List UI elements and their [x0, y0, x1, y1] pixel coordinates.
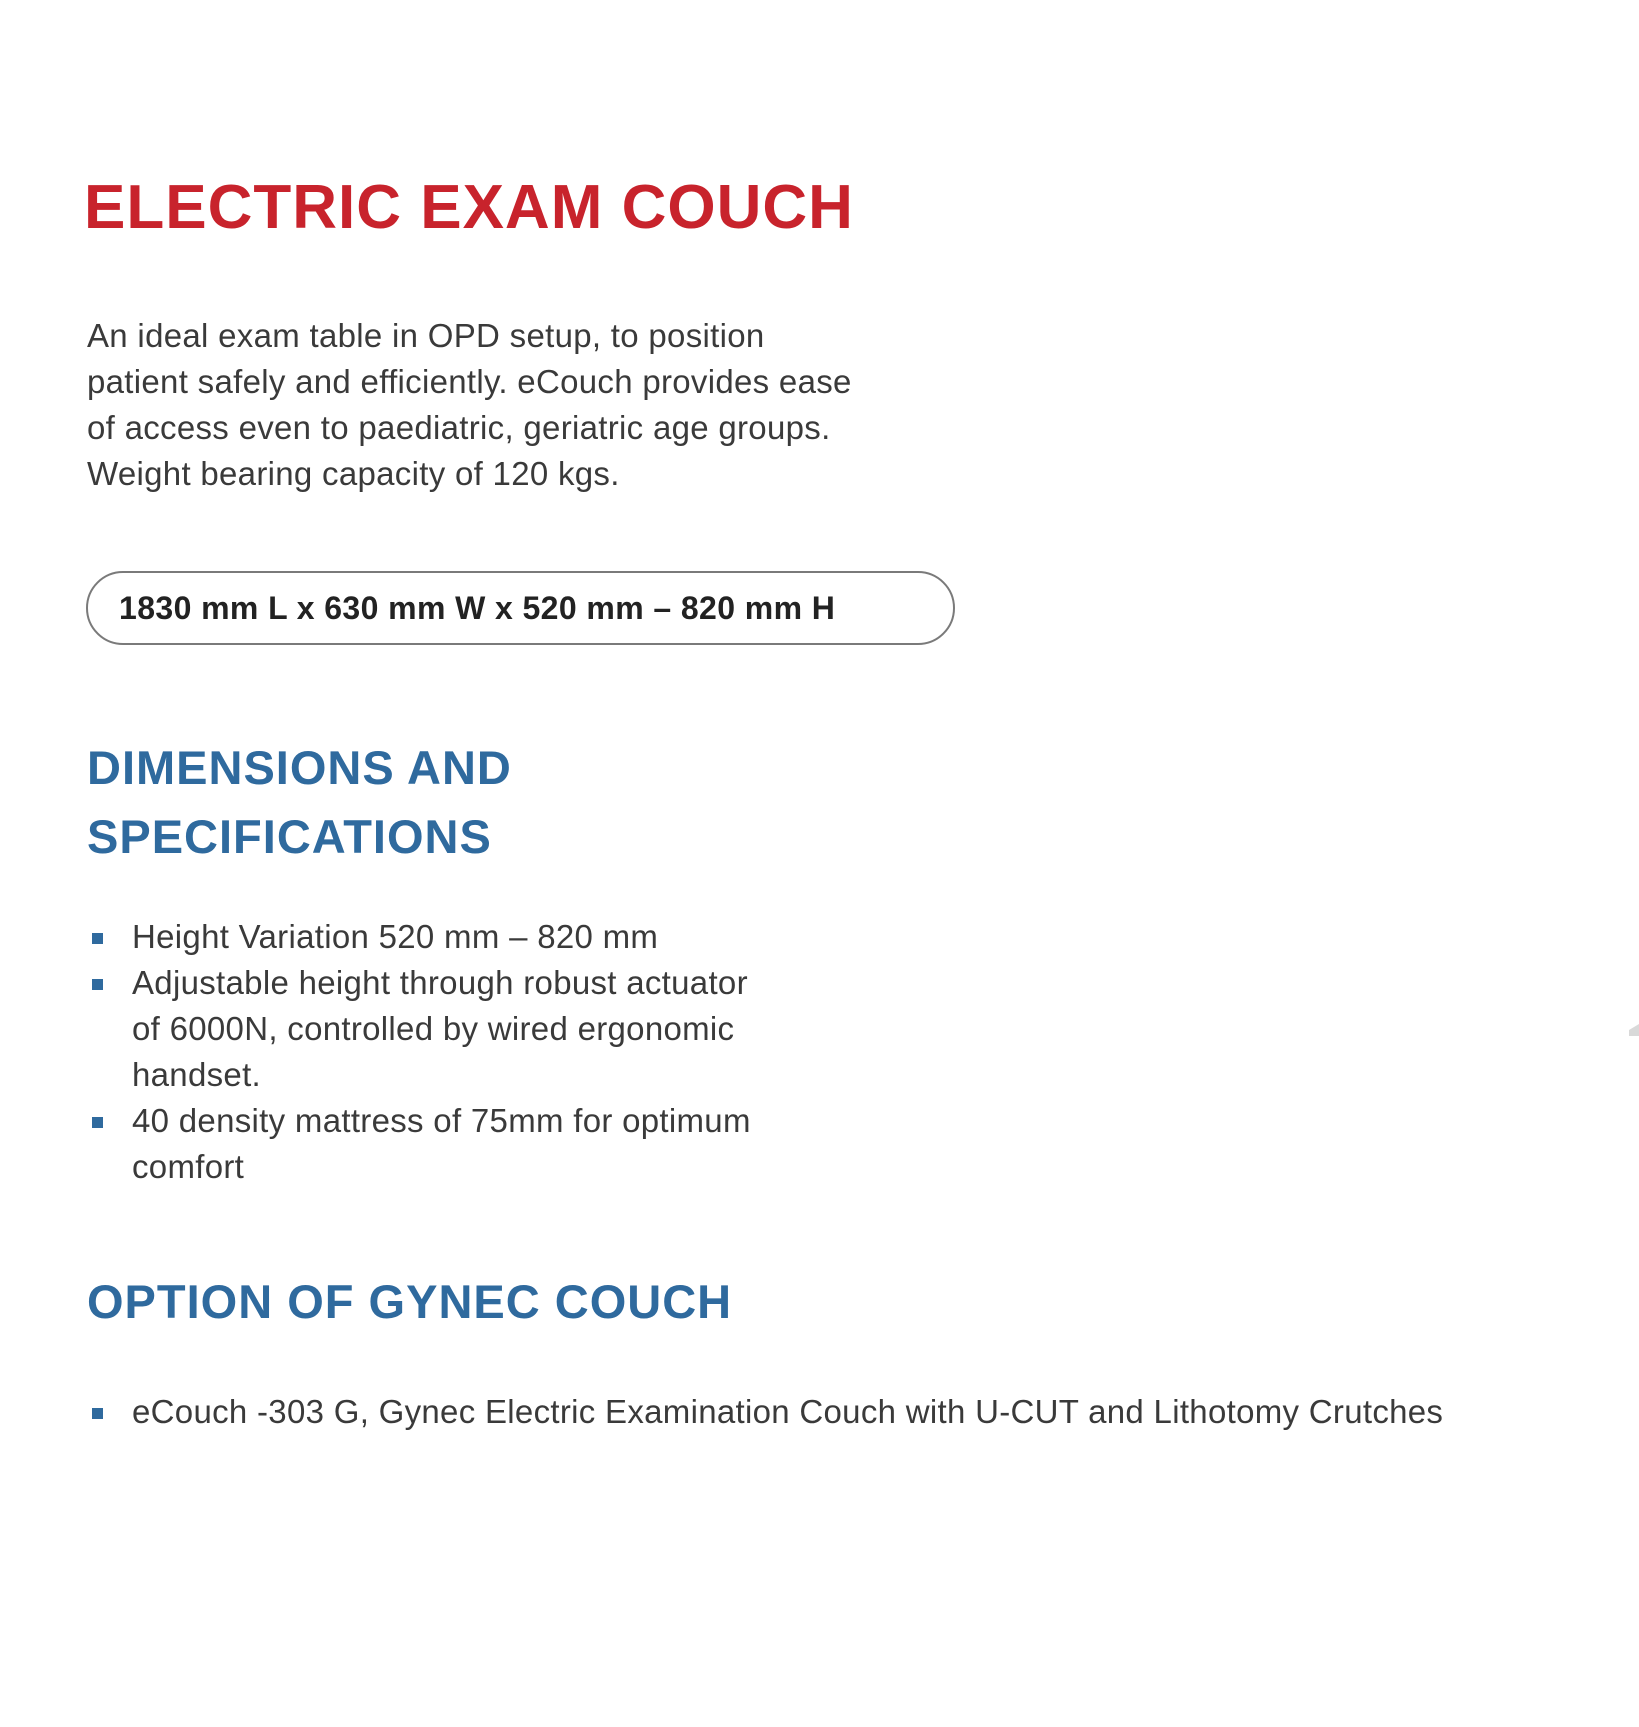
- list-item: [87, 960, 987, 1098]
- list-item-text: 40 density mattress of 75mm for optimum: [132, 1102, 751, 1139]
- square-bullet-icon: [92, 979, 103, 990]
- list-item: [87, 1098, 987, 1190]
- intro-line: patient safely and efficiently. eCouch provides ease: [87, 363, 852, 400]
- list-item-text: Height Variation 520 mm – 820 mm: [132, 918, 659, 955]
- intro-line: An ideal exam table in OPD setup, to position: [87, 317, 765, 354]
- specs-heading: [87, 733, 512, 871]
- intro-line: of access even to paediatric, geriatric age groups.: [87, 409, 831, 446]
- square-bullet-icon: [92, 933, 103, 944]
- list-item: [87, 1389, 1627, 1435]
- square-bullet-icon: [92, 1117, 103, 1128]
- specs-list: [87, 914, 987, 1190]
- gynec-heading: OPTION OF GYNEC COUCH: [87, 1275, 733, 1328]
- list-item-text: Adjustable height through robust actuator: [132, 964, 748, 1001]
- page-title: ELECTRIC EXAM COUCH: [84, 173, 854, 242]
- specs-heading-line: DIMENSIONS AND: [87, 741, 512, 794]
- list-item-text: comfort: [132, 1148, 245, 1185]
- square-bullet-icon: [92, 1408, 103, 1419]
- intro-line: Weight bearing capacity of 120 kgs.: [87, 455, 620, 492]
- specs-heading-line: SPECIFICATIONS: [87, 810, 492, 863]
- list-item-text: eCouch -303 G, Gynec Electric Examination Couch with U-CUT and Lithotomy Crutches: [132, 1393, 1444, 1430]
- dimensions-pill: 1830 mm L x 630 mm W x 520 mm – 820 mm H: [86, 571, 955, 645]
- list-item: [87, 914, 987, 960]
- list-item-text: handset.: [132, 1056, 262, 1093]
- intro-paragraph: [87, 313, 987, 497]
- gynec-list: [87, 1389, 1627, 1435]
- list-item-text: of 6000N, controlled by wired ergonomic: [132, 1010, 735, 1047]
- edge-artifact: [1629, 1024, 1639, 1036]
